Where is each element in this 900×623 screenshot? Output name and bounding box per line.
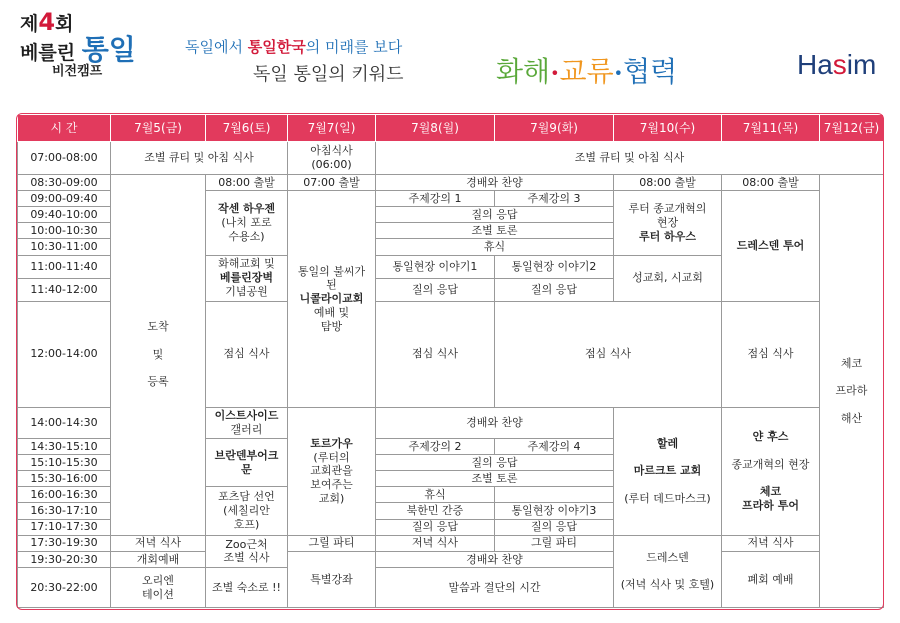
cell-line: 기념공원 [225, 284, 268, 298]
schedule-cell: 점심 식사 [206, 301, 288, 407]
schedule-cell: 08:00 출발 [614, 175, 722, 191]
table-row [18, 175, 884, 191]
schedule-cell: 주제강의 2 [376, 439, 495, 455]
schedule-cell [722, 407, 820, 535]
cell-line: (루터의 [313, 450, 350, 464]
schedule-cell: 저녁 식사 [376, 535, 495, 551]
cell-line: 통일의 불씨가 [297, 264, 366, 278]
cell-line: 오리엔 [142, 573, 174, 587]
brand-text: im [846, 49, 877, 80]
time-cell: 09:00-09:40 [18, 191, 111, 207]
schedule-cell [614, 191, 722, 255]
time-cell: 12:00-14:00 [18, 301, 111, 407]
schedule-cell: 07:00 출발 [288, 175, 376, 191]
cell-line: 니콜라이교회 [299, 292, 364, 306]
cell-line: 교회관을 [310, 464, 353, 478]
logo-text: 제 [20, 13, 39, 35]
schedule-cell [820, 175, 884, 608]
schedule-cell: 성교회, 시교회 [614, 255, 722, 301]
cell-line: 프라하 투어 [742, 498, 799, 512]
schedule-cell [614, 535, 722, 607]
tagline-part: 독일에서 [185, 38, 248, 56]
brand-text: Ha [797, 49, 833, 80]
time-cell: 10:30-11:00 [18, 239, 111, 255]
schedule-cell: 북한민 간증 [376, 503, 495, 519]
motto-dot: • [613, 63, 624, 83]
time-cell: 15:10-15:30 [18, 455, 111, 471]
logo-text: 회 [55, 13, 74, 35]
time-cell: 17:30-19:30 [18, 535, 111, 551]
schedule-cell [206, 439, 288, 487]
cell-line: 토르가우 [310, 436, 353, 450]
cell-line: (저녁 식사 및 호텔) [620, 578, 715, 592]
schedule-cell: 그릴 파티 [495, 535, 614, 551]
cell-line: 보여주는 [310, 478, 353, 492]
schedule-cell: 경배와 찬양 [376, 551, 614, 567]
schedule-cell: 통일현장 이야기3 [495, 503, 614, 519]
cell-line: 현장 [656, 215, 679, 229]
cell-line: 프라하 [835, 384, 868, 398]
column-header: 7월10(수) [614, 115, 722, 142]
header-row [18, 115, 884, 142]
schedule-cell [206, 535, 288, 567]
schedule-cell: 주제강의 4 [495, 439, 614, 455]
cell-line: Zoo근처 [225, 537, 268, 551]
tagline-highlight: 통일한국 [247, 38, 306, 56]
column-header: 7월11(목) [722, 115, 820, 142]
schedule-cell: 저녁 식사 [722, 535, 820, 551]
schedule-cell: 조별 큐티 및 아침 식사 [111, 142, 288, 175]
schedule-cell [288, 142, 376, 175]
column-header: 시 간 [18, 115, 111, 142]
time-cell: 15:30-16:00 [18, 471, 111, 487]
schedule-cell: 경배와 찬양 [376, 175, 614, 191]
time-cell: 08:30-09:00 [18, 175, 111, 191]
brand-text-accent: s [832, 49, 847, 80]
table-row [18, 551, 884, 567]
cell-line: 얀 후스 [752, 430, 789, 444]
schedule-cell: 특별강좌 [288, 551, 376, 607]
motto-dot: • [550, 63, 560, 83]
motto-word: 화해 [496, 55, 551, 88]
schedule-cell: 통일현장 이야기1 [376, 255, 495, 278]
schedule-cell: 주제강의 3 [495, 191, 614, 207]
time-cell: 10:00-10:30 [18, 223, 111, 239]
cell-line: 체코 [759, 485, 782, 499]
schedule-cell: 주제강의 1 [376, 191, 495, 207]
schedule-cell: 말씀과 결단의 시간 [376, 568, 614, 608]
cell-line: (루터 데드마스크) [624, 491, 711, 505]
cell-line: 작센 하우젠 [218, 202, 275, 216]
schedule-cell: 드레스덴 투어 [722, 191, 820, 302]
schedule-cell: 저녁 식사 [111, 535, 206, 551]
tagline [185, 36, 402, 57]
cell-line: 루터 하우스 [639, 229, 696, 243]
cell-line: 테이션 [142, 587, 174, 601]
column-header: 7월5(금) [111, 115, 206, 142]
schedule-cell [614, 407, 722, 535]
time-cell: 09:40-10:00 [18, 207, 111, 223]
logo-text: 베를린 [20, 42, 82, 65]
cell-line: 등록 [147, 375, 169, 389]
cell-line: 예배 및 [313, 305, 350, 319]
cell-line: 종교개혁의 현장 [731, 457, 810, 471]
schedule-cell: 조별 토론 [376, 471, 614, 487]
cell-line: 할레 [656, 436, 679, 450]
brand-logo [797, 49, 876, 81]
time-cell: 07:00-08:00 [18, 142, 111, 175]
schedule-cell: 질의 응답 [376, 278, 495, 301]
cell-line: 수용소) [228, 229, 265, 243]
schedule-cell: 질의 응답 [495, 278, 614, 301]
cell-line: (나치 포로 [221, 215, 272, 229]
schedule-cell: 08:00 출발 [722, 175, 820, 191]
cell-line: 포츠담 선언 [218, 490, 275, 504]
cell-line: 브란덴부어크 [214, 448, 279, 462]
camp-logo [20, 10, 136, 78]
schedule-cell [206, 191, 288, 255]
cell-line: 베를린장벽 [219, 271, 274, 285]
cell-line: 탐방 [320, 319, 343, 333]
cell-line: 루터 종교개혁의 [628, 202, 707, 216]
schedule-cell: 질의 응답 [376, 207, 614, 223]
schedule-cell [206, 487, 288, 535]
cell-line: 된 [326, 278, 337, 292]
schedule-cell: 폐회 예배 [722, 551, 820, 607]
table-row [18, 142, 884, 175]
cell-line: 드레스덴 [646, 550, 689, 564]
schedule-cell [206, 255, 288, 301]
cell-line: 화해교회 및 [218, 257, 275, 271]
cell-line: (세칠리안 [223, 504, 270, 518]
cell-line: (06:00) [311, 158, 352, 171]
motto-word: 협력 [623, 55, 678, 88]
schedule-cell: 08:00 출발 [206, 175, 288, 191]
column-header: 7월7(일) [288, 115, 376, 142]
motto-word: 교류 [559, 55, 614, 88]
schedule-cell [288, 191, 376, 408]
subtitle: 독일 통일의 키워드 [253, 64, 404, 85]
cell-line: 체코 [840, 356, 863, 370]
cell-line: 아침식사 [310, 144, 353, 158]
motto [496, 50, 677, 90]
schedule-cell: 휴식 [376, 239, 614, 255]
table-row [18, 535, 884, 551]
cell-line: 조별 식사 [223, 551, 270, 565]
time-cell: 20:30-22:00 [18, 568, 111, 608]
header [0, 0, 900, 112]
schedule-table [17, 114, 884, 608]
schedule-cell: 조별 큐티 및 아침 식사 [376, 142, 884, 175]
cell-line: 갤러리 [230, 422, 263, 436]
time-cell: 11:40-12:00 [18, 278, 111, 301]
schedule-cell: 경배와 찬양 [376, 407, 614, 438]
tagline-part: 의 미래를 보다 [305, 38, 403, 56]
cell-line: 해산 [840, 411, 863, 425]
time-cell: 16:30-17:10 [18, 503, 111, 519]
schedule-cell: 질의 응답 [495, 519, 614, 535]
logo-text-big: 통일 [81, 33, 136, 67]
schedule-cell: 질의 응답 [376, 519, 495, 535]
schedule-cell: 조별 토론 [376, 223, 614, 239]
cell-line: 및 [152, 347, 164, 361]
schedule-cell: 그릴 파티 [288, 535, 376, 551]
schedule-cell [111, 568, 206, 608]
schedule-cell: 개회예배 [111, 551, 206, 567]
schedule-cell: 질의 응답 [376, 455, 614, 471]
time-cell: 11:00-11:40 [18, 255, 111, 278]
cell-line: 이스트사이드 [214, 409, 279, 423]
logo-subtitle: 비전캠프 [52, 63, 103, 79]
schedule-cell [288, 407, 376, 535]
logo-number: 4 [38, 8, 56, 36]
time-cell: 17:10-17:30 [18, 519, 111, 535]
cell-line: 도착 [147, 320, 169, 334]
time-cell: 14:30-15:10 [18, 439, 111, 455]
schedule-cell: 통일현장 이야기2 [495, 255, 614, 278]
time-cell: 19:30-20:30 [18, 551, 111, 567]
column-header: 7월12(금) [820, 115, 884, 142]
column-header: 7월6(토) [206, 115, 288, 142]
schedule-cell [495, 487, 614, 503]
time-cell: 14:00-14:30 [18, 407, 111, 438]
schedule-cell: 휴식 [376, 487, 495, 503]
cell-line: 호프) [233, 517, 260, 531]
cell-line: 마르크트 교회 [633, 464, 702, 478]
schedule-cell: 점심 식사 [722, 301, 820, 407]
schedule-cell: 조별 숙소로 !! [206, 568, 288, 608]
column-header: 7월9(화) [495, 115, 614, 142]
schedule-cell [111, 175, 206, 536]
schedule-cell [206, 407, 288, 438]
cell-line: 문 [241, 462, 252, 476]
cell-line: 교회) [318, 491, 345, 505]
column-header: 7월8(월) [376, 115, 495, 142]
schedule-cell: 점심 식사 [495, 301, 722, 407]
time-cell: 16:00-16:30 [18, 487, 111, 503]
schedule-cell: 점심 식사 [376, 301, 495, 407]
